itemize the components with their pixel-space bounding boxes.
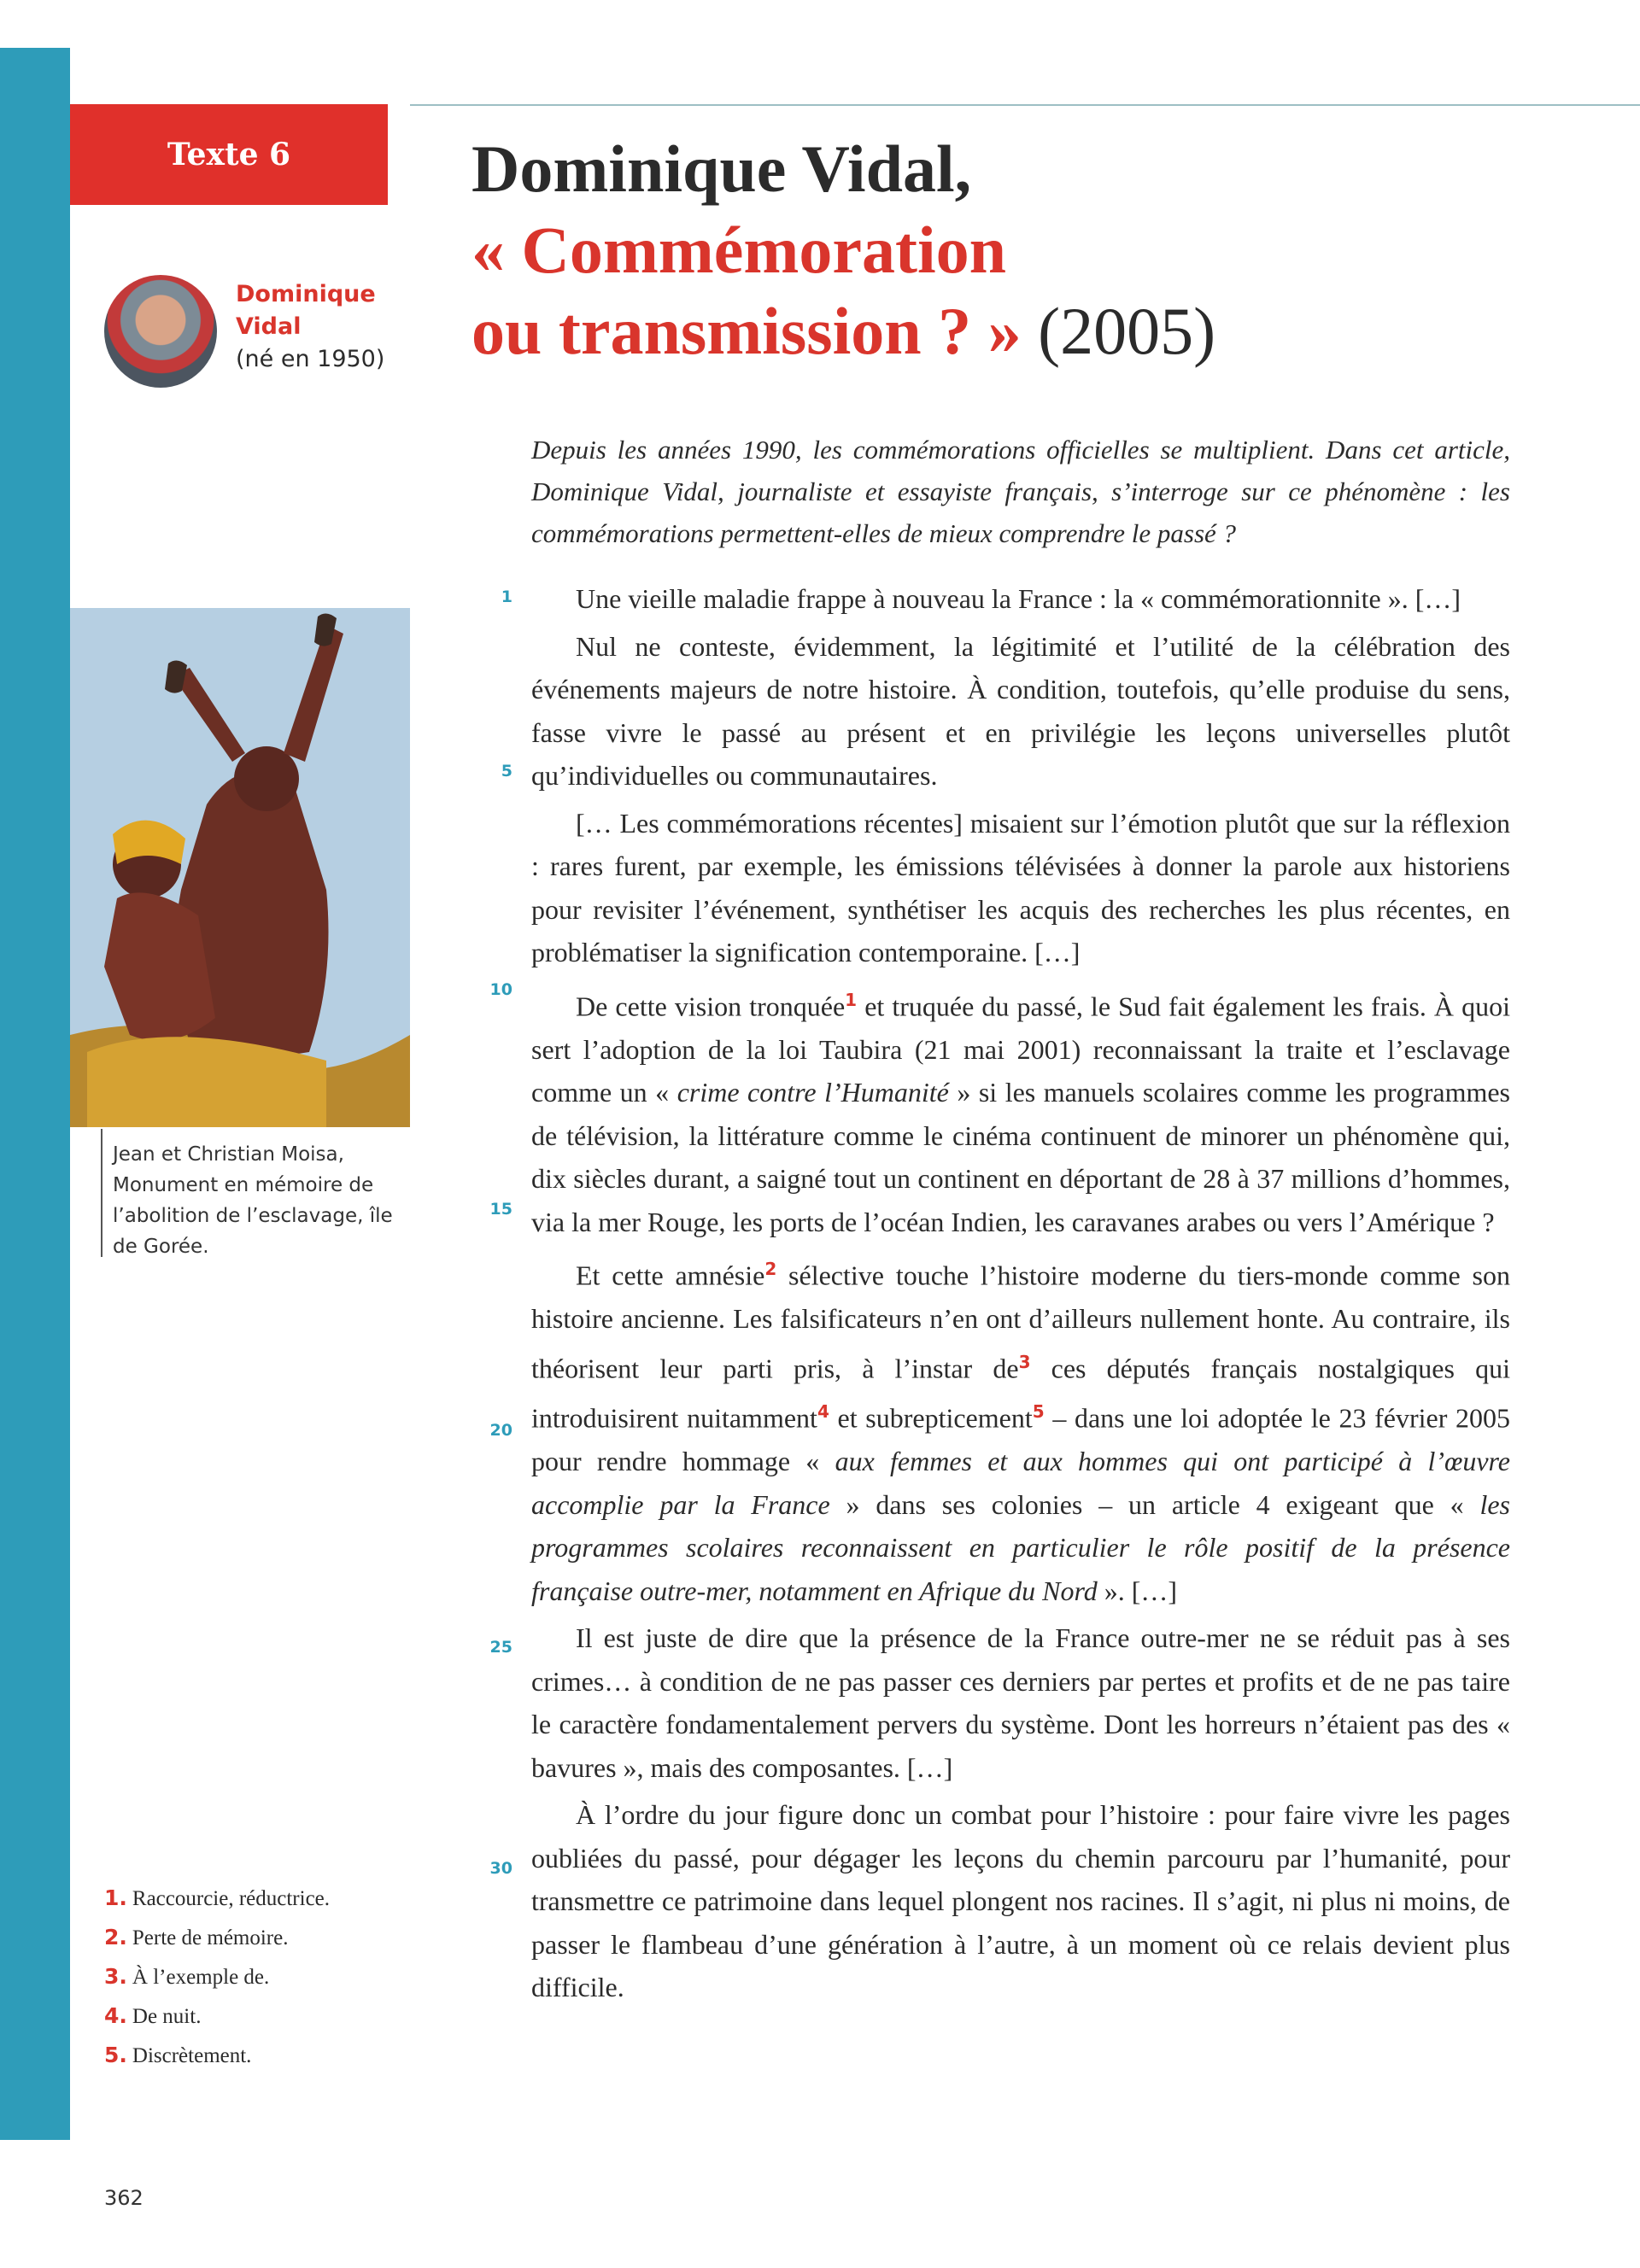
paragraph: Il est juste de dire que la présence de la France outre-mer ne se réduit pas à ses crimes… à condition de ne pas passer ces derniers par pertes et profits et de ne pas taire le caractère fondamentalement pervers du système. Dont les horreurs n’étaient pas des « bavures », mais des composantes. […] (531, 1622, 1510, 1783)
text-number-tag: Texte 6 (70, 104, 388, 205)
paragraph: À l’ordre du jour figure donc un combat pour l’histoire : pour faire vivre les pages oubliées du passé, pour dégager les leçons du chemin parcouru par l’humanité, pour transmettre ce patrimoine dans lequel plongent nos racines. Il s’agit, ni plus ni moins, de passer le flambeau d’une génération à l’autre, à un moment où ce relais devient plus difficile. (531, 1799, 1510, 2003)
text-run: » dans ses colonies – un article 4 exigeant que « (829, 1488, 1480, 1520)
page-number: 362 (104, 2186, 144, 2210)
text-run: sélective touche l’histoire moderne du tiers-monde comme son histoire ancienne. Les falsificateurs n’en ont d’ailleurs nullement honte. Au contraire, ils théorisent leur parti pris, à l’instar de (531, 1260, 1510, 1384)
footnote-number: 5. (104, 2043, 127, 2067)
line-number: 1 (501, 587, 512, 606)
text-run: et truquée du passé, le Sud fait également les frais. À quoi sert l’adoption de la loi Taubira (21 mai 2001) reconnaissant la traite et l’esclavage comme un « (531, 991, 1510, 1108)
article-body (531, 577, 1510, 2014)
footnote-number: 4. (104, 2003, 127, 2028)
footnotes (104, 1879, 330, 2075)
footnote-ref: 2 (764, 1259, 777, 1280)
author-name: Dominique Vidal (236, 281, 376, 340)
footnote-text: Discrètement. (132, 2044, 252, 2067)
author-dates: (né en 1950) (236, 346, 385, 372)
title-author: Dominique Vidal, (472, 132, 972, 206)
footnote-number: 2. (104, 1925, 127, 1949)
footnote-item (104, 1957, 330, 1996)
footnote-item (104, 1879, 330, 1918)
footnote-ref: 1 (845, 989, 858, 1010)
author-block (104, 275, 384, 388)
quote-italic: aux femmes et aux hommes qui ont participé à l’œuvre accomplie par la France (531, 1446, 1511, 1520)
footnote-text: À l’exemple de. (132, 1966, 270, 1989)
footnote-text: De nuit. (132, 2005, 202, 2028)
footnote-text: Raccourcie, réductrice. (132, 1887, 331, 1910)
footnote-item (104, 1996, 330, 2036)
paragraph (531, 979, 1510, 1244)
quote-italic: les programmes scolaires reconnaissent en particulier le rôle positif de la présence française outre-mer, notamment en Afrique du Nord (531, 1488, 1510, 1606)
line-number: 30 (489, 1859, 512, 1878)
text-run: » si les manuels scolaires comme les programmes de télévision, la littérature comme le cinéma continuent de minorer un phénomène qui, dix siècles durant, a saigné tout un continent en déportant de 28 à 37 millions d’hommes, via la mer Rouge, les ports de l’océan Indien, les caravanes arabes ou vers l’Amérique ? (531, 1077, 1511, 1237)
paragraph (531, 1248, 1510, 1612)
quote-italic: crime contre l’Humanité (676, 1077, 949, 1108)
text-run: – dans une loi adoptée le 23 février 2005 pour rendre hommage « (531, 1402, 1511, 1477)
footnote-ref: 3 (1018, 1351, 1031, 1372)
author-info (236, 278, 384, 376)
footnote-ref: 5 (1032, 1400, 1045, 1422)
paragraph: [… Les commémorations récentes] misaient sur l’émotion plutôt que sur la réflexion : rares furent, par exemple, les émissions télévisées à donner la parole aux historiens pour revisiter l’événement, synthétiser les acquis des recherches les plus récentes, en problématiser la signification contemporaine. […] (531, 807, 1510, 967)
paragraph: Nul ne conteste, évidemment, la légitimité et l’utilité de la célébration des événements majeurs de notre histoire. À condition, toutefois, qu’elle produise du sens, fasse vivre le passé au présent et en privilégie les leçons universelles plutôt qu’individuelles ou communautaires. (531, 630, 1510, 791)
caption-rule (101, 1129, 102, 1257)
photo-caption: Jean et Christian Moisa, Monument en mémoire de l’abolition de l’esclavage, île de Gorée. (113, 1143, 393, 1258)
footnote-ref: 4 (817, 1400, 829, 1422)
text-run: ». […] (1097, 1575, 1178, 1606)
line-number: 20 (489, 1421, 512, 1440)
text-run: ces députés français nostalgiques qui introduisirent nuitamment (531, 1353, 1511, 1434)
footnote-text: Perte de mémoire. (132, 1926, 289, 1949)
header-rule (410, 104, 1640, 106)
text-run: Et cette amnésie (576, 1260, 765, 1291)
footnote-item (104, 2036, 330, 2075)
paragraph: Une vieille maladie frappe à nouveau la France : la « commémorationnite ». […] (576, 583, 1461, 614)
side-color-band (0, 48, 70, 2140)
line-number: 15 (489, 1200, 512, 1219)
page-title (472, 128, 1496, 371)
intro-paragraph: Depuis les années 1990, les commémorations officielles se multiplient. Dans cet article, Dominique Vidal, journaliste et essayiste français, s’interroge sur ce phénomène : les commémorations permettent-elles de mieux comprendre le passé ? (531, 435, 1510, 548)
author-portrait (104, 275, 217, 388)
monument-illustration (70, 608, 410, 1127)
footnote-item (104, 1918, 330, 1957)
title-work-line1: « Commémoration (472, 213, 1007, 287)
text-run: et subrepticement (829, 1402, 1033, 1434)
title-year: (2005) (1038, 294, 1216, 368)
text-run: De cette vision tronquée (576, 991, 846, 1022)
line-number: 5 (501, 762, 512, 780)
footnote-number: 3. (104, 1964, 127, 1989)
line-number: 10 (489, 980, 512, 999)
title-work-line2: ou transmission ? » (472, 294, 1022, 368)
footnote-number: 1. (104, 1885, 127, 1910)
line-number: 25 (489, 1638, 512, 1657)
monument-photo (70, 608, 410, 1127)
